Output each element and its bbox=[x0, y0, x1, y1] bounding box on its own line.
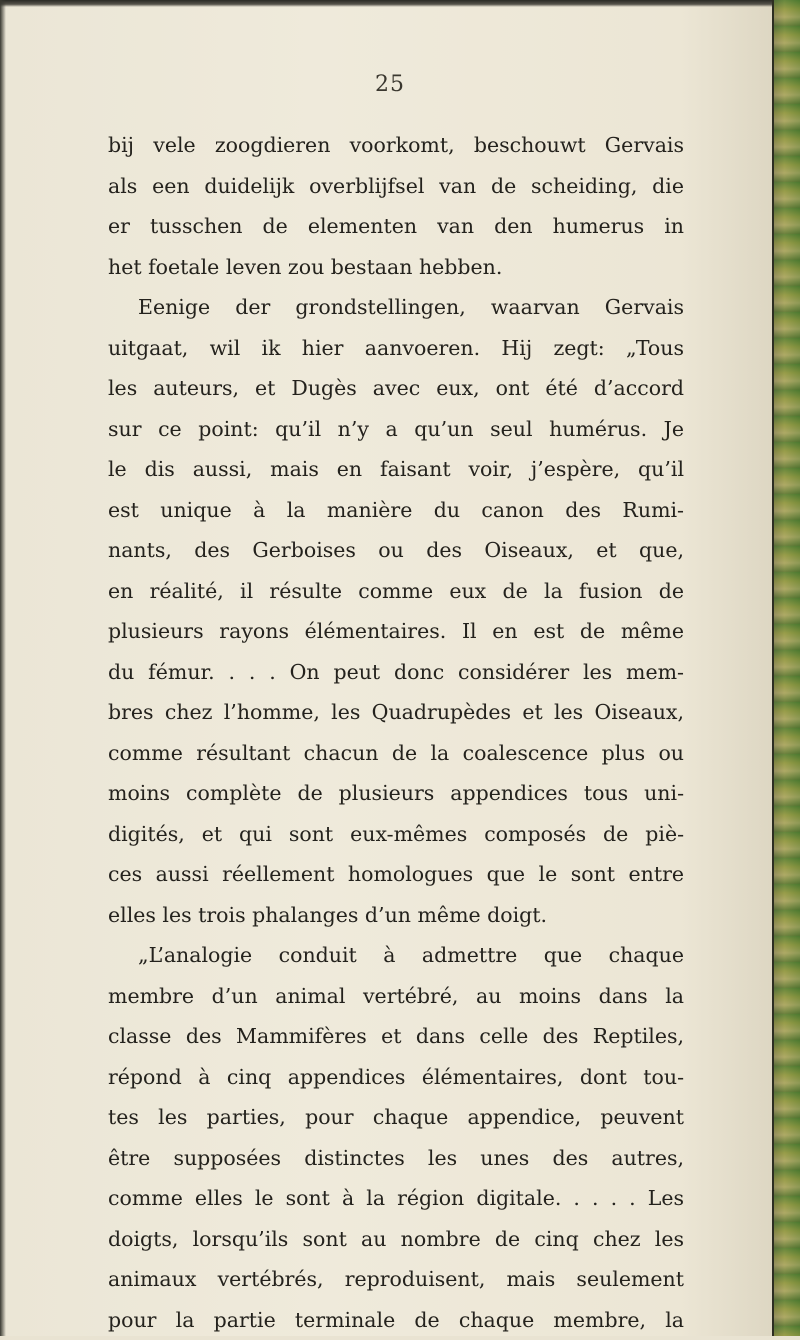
text-line: comme résultant chacun de la coalescence plus ou bbox=[108, 733, 684, 774]
text-line: le dis aussi, mais en faisant voir, j’espère, qu’il bbox=[108, 449, 684, 490]
text-line: uitgaat, wil ik hier aanvoeren. Hij zegt: „Tous bbox=[108, 328, 684, 369]
text-line: er tusschen de elementen van den humerus in bbox=[108, 206, 684, 247]
book-binding-edge bbox=[772, 0, 800, 1336]
text-line: ces aussi réellement homologues que le sont entre bbox=[108, 854, 684, 895]
text-line: animaux vertébrés, reproduisent, mais seulement bbox=[108, 1259, 684, 1300]
text-line: les auteurs, et Dugès avec eux, ont été d’accord bbox=[108, 368, 684, 409]
text-line: pour la partie terminale de chaque membre, la bbox=[108, 1300, 684, 1340]
text-line: „L’analogie conduit à admettre que chaque bbox=[108, 935, 684, 976]
text-line: het foetale leven zou bestaan hebben. bbox=[108, 247, 684, 288]
text-line: Eenige der grondstellingen, waarvan Gervais bbox=[108, 287, 684, 328]
text-line: est unique à la manière du canon des Rumi- bbox=[108, 490, 684, 531]
text-line: comme elles le sont à la région digitale. . . . . Les bbox=[108, 1178, 684, 1219]
text-line: sur ce point: qu’il n’y a qu’un seul humérus. Je bbox=[108, 409, 684, 450]
text-line: moins complète de plusieurs appendices tous uni- bbox=[108, 773, 684, 814]
text-line: elles les trois phalanges d’un même doigt. bbox=[108, 895, 684, 936]
page-left-edge bbox=[0, 0, 6, 1336]
page-number: 25 bbox=[0, 72, 780, 97]
text-line: als een duidelijk overblijfsel van de scheiding, die bbox=[108, 166, 684, 207]
page-top-edge bbox=[0, 0, 800, 7]
text-line: tes les parties, pour chaque appendice, peuvent bbox=[108, 1097, 684, 1138]
text-line: membre d’un animal vertébré, au moins dans la bbox=[108, 976, 684, 1017]
text-line: digités, et qui sont eux-mêmes composés de piè- bbox=[108, 814, 684, 855]
text-line: plusieurs rayons élémentaires. Il en est de même bbox=[108, 611, 684, 652]
text-line: du fémur. . . . On peut donc considérer les mem- bbox=[108, 652, 684, 693]
body-text bbox=[108, 125, 684, 1340]
text-line: doigts, lorsqu’ils sont au nombre de cinq chez les bbox=[108, 1219, 684, 1260]
text-line: nants, des Gerboises ou des Oiseaux, et que, bbox=[108, 530, 684, 571]
text-line: bres chez l’homme, les Quadrupèdes et les Oiseaux, bbox=[108, 692, 684, 733]
text-line: classe des Mammifères et dans celle des Reptiles, bbox=[108, 1016, 684, 1057]
text-line: en réalité, il résulte comme eux de la fusion de bbox=[108, 571, 684, 612]
text-line: répond à cinq appendices élémentaires, dont tou- bbox=[108, 1057, 684, 1098]
text-line: bij vele zoogdieren voorkomt, beschouwt Gervais bbox=[108, 125, 684, 166]
text-line: être supposées distinctes les unes des autres, bbox=[108, 1138, 684, 1179]
